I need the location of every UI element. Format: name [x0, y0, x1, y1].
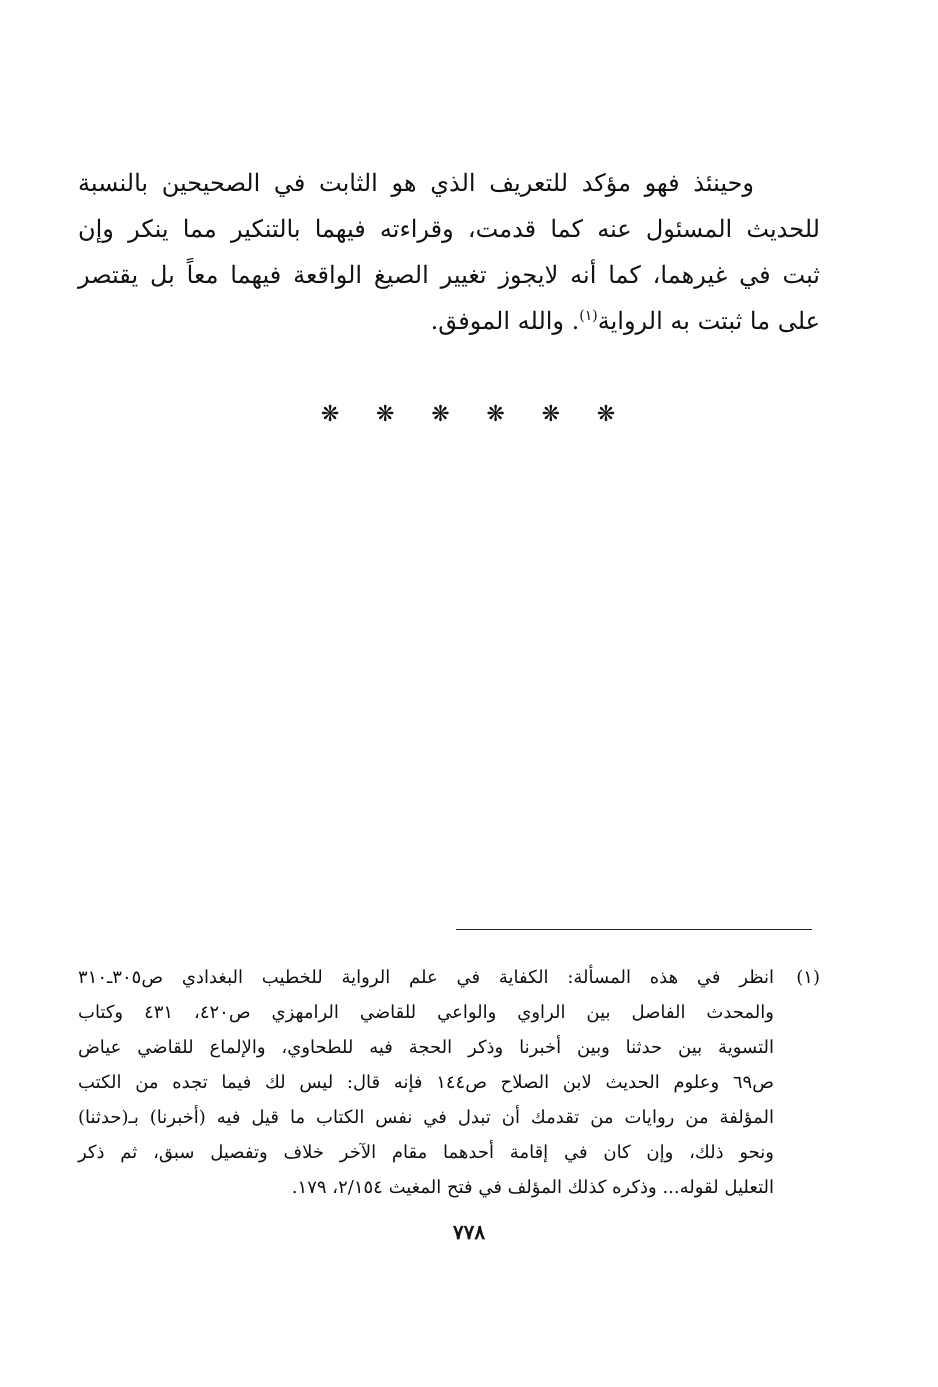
asterism-star-icon: ❋	[486, 402, 505, 427]
page-number: ٧٧٨	[452, 1220, 486, 1244]
footnote-line-1: انظر في هذه المسألة: الكفاية في علم الرواية للخطيب البغدادي ص٣٠٥ـ٣١٠	[78, 967, 774, 988]
footnote-line-7: التعليل لقوله... وذكره كذلك المؤلف في فتح المغيث ٢/١٥٤، ١٧٩.	[291, 1177, 774, 1198]
main-line-1: وحينئذ فهو مؤكد للتعريف الذي هو الثابت في الصحيحين بالنسبة	[78, 169, 754, 197]
main-line-3: ثبت في غيرهما، كما أنه لايجوز تغيير الصيغ الواقعة فيهما معاً بل يقتصر	[78, 261, 820, 289]
asterism-star-icon: ❋	[431, 402, 450, 427]
main-line-4-text: على ما ثبتت به الرواية	[597, 307, 820, 335]
asterism-star-icon: ❋	[596, 402, 616, 427]
asterism-star-icon: ❋	[320, 402, 340, 427]
footnote-line-6: ونحو ذلك، وإن كان في إقامة أحدهما مقام الآخر خلاف وتفصيل سبق، ثم ذكر	[78, 1142, 774, 1163]
footnote-line-5: المؤلفة من روايات من تقدمك أن تبدل في نفس الكتاب ما قيل فيه (أخبرنا) بـ(حدثنا)	[78, 1107, 774, 1128]
asterism-star-icon: ❋	[376, 402, 395, 427]
footnote-line-2: والمحدث الفاصل بين الراوي والواعي للقاضي الرامهزي ص٤٢٠، ٤٣١ وكتاب	[78, 1002, 774, 1023]
footnote-marker: (١)	[796, 967, 820, 988]
footnote-divider	[456, 929, 812, 930]
footnote-text	[78, 960, 774, 1205]
footnote-line-3: التسوية بين حدثنا وبين أخبرنا وذكر الحجة فيه للطحاوي، والإلماع للقاضي عياض	[78, 1037, 774, 1058]
footnote-block	[78, 960, 820, 1205]
main-line-4-closing: . والله الموفق.	[430, 307, 580, 335]
main-paragraph	[78, 160, 820, 344]
main-line-4	[78, 298, 820, 344]
main-line-2: للحديث المسئول عنه كما قدمت، وقراءته فيهما بالتنكير مما ينكر وإن	[78, 215, 820, 243]
section-separator	[318, 400, 618, 430]
footnote-line-4: ص٦٩ وعلوم الحديث لابن الصلاح ص١٤٤ فإنه قال: ليس لك فيما تجده من الكتب	[78, 1072, 774, 1093]
footnote-reference[interactable]: (١)	[579, 308, 598, 324]
asterism-star-icon: ❋	[541, 402, 561, 427]
